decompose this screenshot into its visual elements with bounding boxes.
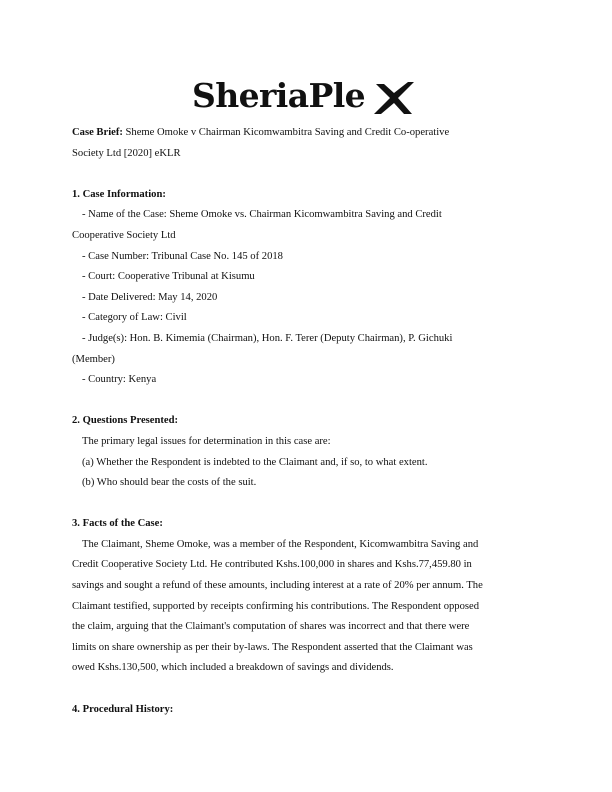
case-number-line: - Case Number: Tribunal Case No. 145 of 2018 (82, 250, 283, 262)
category-of-law-line: - Category of Law: Civil (82, 312, 187, 324)
question-a: (a) Whether the Respondent is indebted to the Claimant and, if so, to what extent. (82, 456, 428, 468)
facts-paragraph-line: The Claimant, Sheme Omoke, was a member of the Respondent, Kicomwambitra Saving and (82, 538, 479, 550)
case-brief-label: Case Brief: (72, 127, 123, 138)
facts-paragraph-line: limits on share ownership as per their by-laws. The Respondent asserted that the Claimant was (72, 641, 473, 653)
facts-paragraph-line: Claimant testified, supported by receipts confirming his contributions. The Respondent opposed (72, 600, 480, 612)
court-line: - Court: Cooperative Tribunal at Kisumu (82, 271, 255, 283)
sheriaplex-logo (0, 74, 612, 122)
question-b: (b) Who should bear the costs of the suit. (82, 477, 257, 489)
judges-line: - Judge(s): Hon. B. Kimemia (Chairman), Hon. F. Terer (Deputy Chairman), P. Gichuki (82, 332, 453, 344)
case-brief-title-text: Sheme Omoke v Chairman Kicomwambitra Saving and Credit Co-operative (122, 127, 450, 138)
date-delivered-line: - Date Delivered: May 14, 2020 (82, 291, 218, 303)
facts-paragraph-line: owed Kshs.130,500, which included a breakdown of savings and dividends. (72, 662, 394, 674)
case-brief-title (72, 123, 542, 144)
case-brief-title-cont: Society Ltd [2020] eKLR (72, 147, 181, 159)
logo-x-mark-icon (372, 80, 416, 116)
section-heading-case-information: 1. Case Information: (72, 188, 166, 200)
facts-paragraph-line: savings and sought a refund of these amounts, including interest at a rate of 20% per annum. The (72, 580, 483, 592)
facts-paragraph-line: the claim, arguing that the Claimant's computation of shares was incorrect and that there were (72, 621, 470, 633)
case-name-line-cont: Cooperative Society Ltd (72, 229, 176, 241)
judges-line-cont: (Member) (72, 353, 115, 365)
section-heading-questions-presented: 2. Questions Presented: (72, 415, 179, 427)
facts-paragraph-line: Credit Cooperative Society Ltd. He contributed Kshs.100,000 in shares and Kshs.77,459.80 in (72, 559, 472, 571)
country-line: - Country: Kenya (82, 374, 157, 386)
section-heading-facts: 3. Facts of the Case: (72, 518, 163, 530)
logo-wordmark: SheriaPle (192, 76, 366, 115)
document-body (72, 123, 542, 720)
section-heading-procedural-history: 4. Procedural History: (72, 703, 174, 715)
case-name-line: - Name of the Case: Sheme Omoke vs. Chairman Kicomwambitra Saving and Credit (82, 209, 442, 221)
questions-intro: The primary legal issues for determination in this case are: (82, 435, 331, 447)
